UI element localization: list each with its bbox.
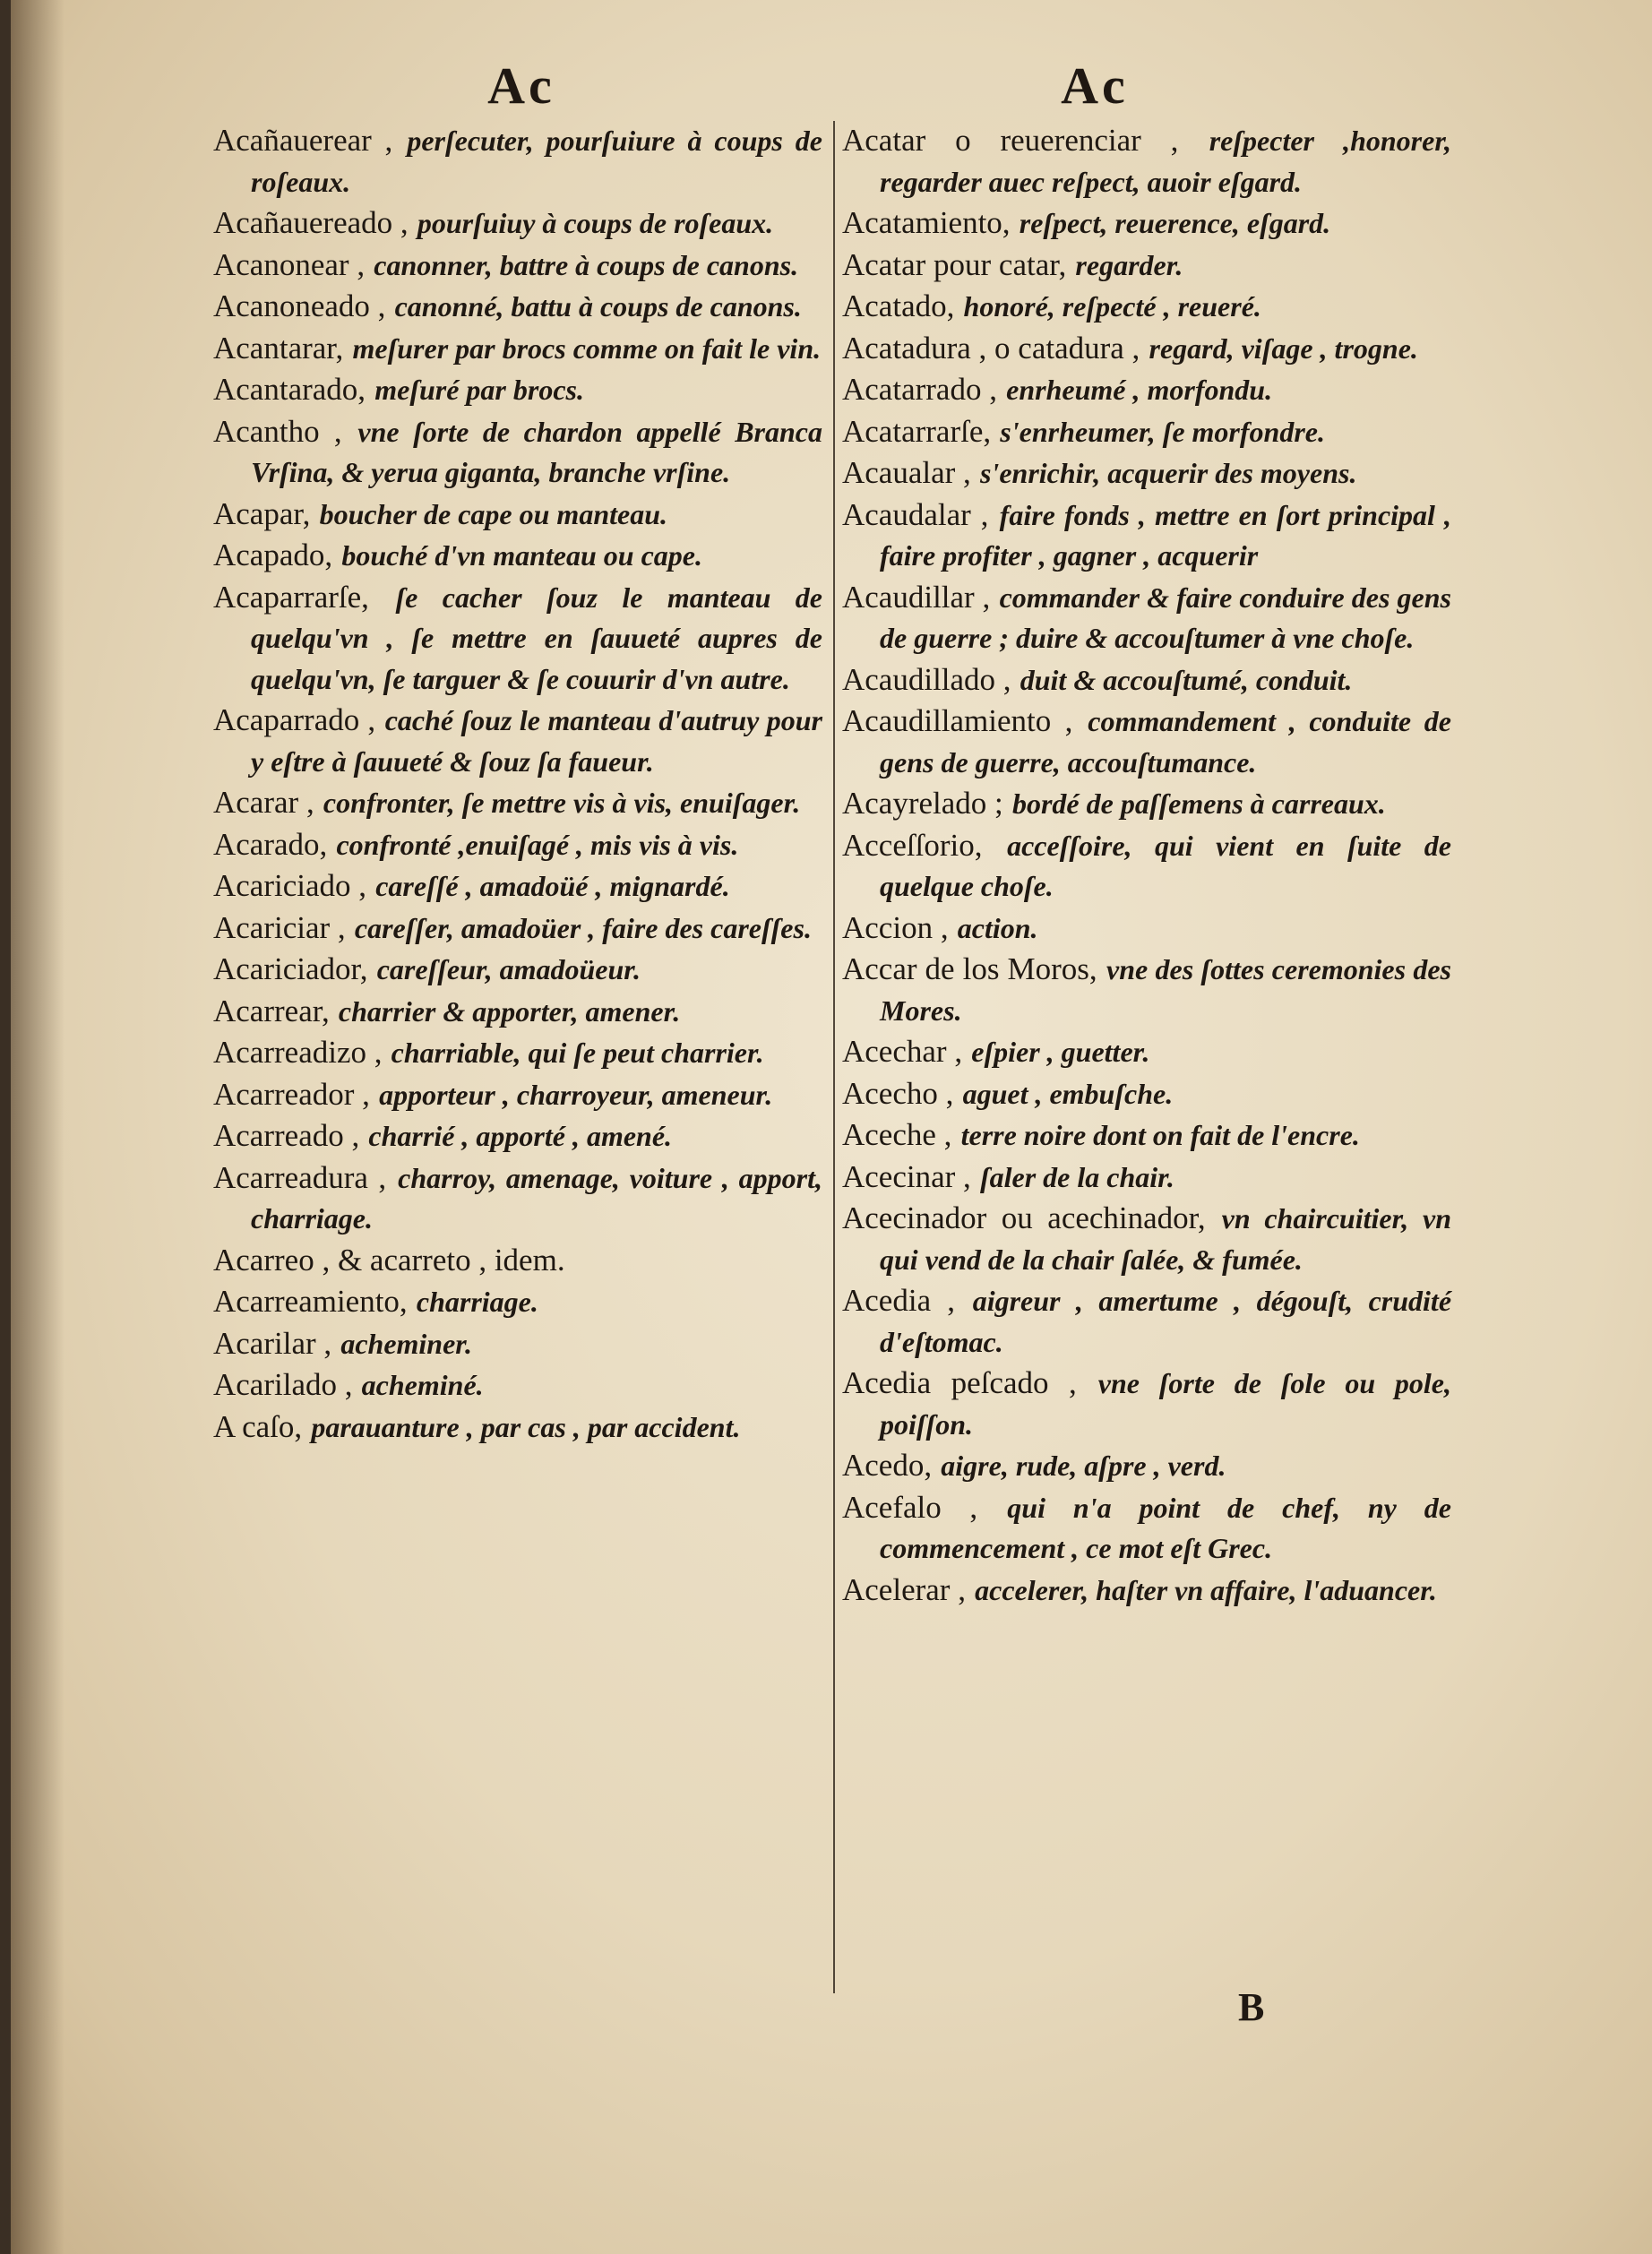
entry-headword: Acantho , xyxy=(213,413,342,449)
entry-definition: ſaler de la chair. xyxy=(979,1160,1174,1193)
entry-headword: Acaparrarſe, xyxy=(213,579,369,615)
entry-definition: s'enrheumer, ſe morfondre. xyxy=(1000,415,1325,448)
entry-definition: charriage. xyxy=(416,1286,538,1318)
entry-definition: accelerer, haſter vn affaire, l'aduancer. xyxy=(975,1573,1437,1606)
entry-definition: vne ſorte de chardon appellé Branca Vrſina, & yerua giganta, branche vrſine. xyxy=(251,415,823,488)
dictionary-page xyxy=(11,0,1652,2254)
entry-headword: Acanonear , xyxy=(213,246,366,282)
entry-headword: Acatarrado , xyxy=(842,372,997,407)
entry-headword: Acantarado, xyxy=(213,372,366,407)
entry-definition: parauanture , par cas , par accident. xyxy=(311,1410,741,1443)
entry-definition: meſurer par brocs comme on fait le vin. xyxy=(352,331,822,365)
entry-headword: Accion , xyxy=(842,909,949,945)
entry-headword: Acañauerear , xyxy=(213,123,393,158)
entry-definition: aguet , embuſche. xyxy=(962,1077,1174,1110)
entry-definition: meſuré par brocs. xyxy=(374,374,584,406)
entry-definition: reſpect, reuerence, eſgard. xyxy=(1019,207,1331,239)
entry-headword: Acarreadura , xyxy=(213,1159,387,1195)
entry-definition: charrié , apporté , amené. xyxy=(368,1120,673,1152)
right-column xyxy=(842,120,1451,1611)
dictionary-entry xyxy=(213,824,822,866)
dictionary-entry xyxy=(842,495,1451,577)
entry-headword: Acechar , xyxy=(842,1034,963,1069)
entry-headword: Acarreadizo , xyxy=(213,1035,383,1070)
entry-definition: vn chaircuitier, vn qui vend de la chair ſalée, & fumée. xyxy=(880,1202,1452,1276)
entry-headword: Acariciado , xyxy=(213,868,367,903)
entry-headword: Acarreamiento, xyxy=(213,1284,408,1319)
entry-headword: Acarilar , xyxy=(213,1325,332,1361)
entry-headword: Acarreo , & acarreto , idem. xyxy=(213,1242,565,1278)
entry-definition: vne ſorte de ſole ou pole, poiſſon. xyxy=(880,1367,1452,1441)
entry-definition: careſſer, amadoüer , faire des careſſes. xyxy=(354,911,812,944)
entry-headword: Acatado, xyxy=(842,288,955,323)
entry-definition: faire fonds , mettre en ſort principal , faire profiter , gagner , acquerir xyxy=(880,498,1452,572)
dictionary-entry xyxy=(842,1280,1451,1363)
dictionary-entry xyxy=(842,369,1451,411)
entry-definition: reſpecter ,honorer, regarder auec reſpect, auoir eſgard. xyxy=(880,125,1452,198)
entry-headword: Acaudalar , xyxy=(842,496,989,532)
dictionary-entry xyxy=(213,865,822,908)
entry-headword: Acarilado , xyxy=(213,1367,353,1402)
dictionary-entry xyxy=(213,1407,822,1449)
dictionary-entry xyxy=(213,411,822,494)
entry-definition: confronté ,enuiſagé , mis vis à vis. xyxy=(336,828,739,861)
dictionary-entry xyxy=(213,1281,822,1323)
dictionary-entry xyxy=(842,1114,1451,1157)
entry-headword: Acaudillado , xyxy=(842,661,1011,697)
dictionary-entry xyxy=(213,120,822,202)
entry-headword: Acedia peſcado , xyxy=(842,1365,1077,1400)
dictionary-entry xyxy=(842,1031,1451,1073)
entry-headword: Acayrelado ; xyxy=(842,786,1003,821)
entry-headword: Acatarrarſe, xyxy=(842,413,992,449)
entry-definition: canonné, battu à coups de canons. xyxy=(394,290,802,323)
entry-definition: canonner, battre à coups de canons. xyxy=(374,248,799,281)
entry-definition: action. xyxy=(957,911,1038,944)
entry-definition: careſſé , amadoüé , mignardé. xyxy=(375,870,730,902)
entry-definition: regard, viſage , trogne. xyxy=(1149,331,1418,365)
dictionary-entry xyxy=(213,577,822,701)
entry-headword: Acarado, xyxy=(213,826,328,862)
dictionary-entry xyxy=(842,120,1451,202)
entry-definition: aigre, rude, aſpre , verd. xyxy=(941,1450,1226,1482)
entry-definition: eſpier , guetter. xyxy=(971,1036,1150,1068)
entry-headword: Acedia , xyxy=(842,1283,956,1318)
dictionary-entry xyxy=(213,494,822,536)
entry-definition: charriable, qui ſe peut charrier. xyxy=(391,1037,764,1069)
entry-headword: Acapado, xyxy=(213,538,333,572)
entry-definition: acceſſoire, qui vient en ſuite de quelque choſe. xyxy=(880,829,1452,902)
running-head-left: Ac xyxy=(487,56,555,115)
dictionary-entry xyxy=(213,782,822,824)
dictionary-entry xyxy=(842,452,1451,495)
dictionary-entry xyxy=(213,202,822,245)
dictionary-entry xyxy=(842,1198,1451,1280)
entry-headword: Acatadura , o catadura , xyxy=(842,330,1140,366)
entry-definition: bouché d'vn manteau ou cape. xyxy=(341,539,702,572)
entry-headword: Acaparrado , xyxy=(213,702,376,737)
entry-definition: honoré, reſpecté , reueré. xyxy=(963,290,1261,323)
dictionary-entry xyxy=(842,1073,1451,1115)
signature-mark: B xyxy=(1238,1985,1265,2029)
entry-headword: Acañauereado , xyxy=(213,205,409,240)
column-divider xyxy=(833,121,835,1993)
dictionary-entry xyxy=(213,1240,822,1282)
entry-headword: Acapar, xyxy=(213,495,311,531)
entry-headword: A caſo, xyxy=(213,1408,303,1444)
dictionary-entry xyxy=(213,700,822,782)
entry-headword: Acecinador ou acechinador, xyxy=(842,1200,1206,1235)
entry-definition: pourſuiuy à coups de roſeaux. xyxy=(417,207,774,239)
dictionary-entry xyxy=(213,245,822,287)
dictionary-entry xyxy=(842,949,1451,1031)
dictionary-entry xyxy=(213,908,822,950)
entry-definition: duit & accouſtumé, conduit. xyxy=(1020,663,1353,696)
entry-headword: Acceſſorio, xyxy=(842,827,983,863)
dictionary-entry xyxy=(842,1570,1451,1612)
entry-headword: Acatar o reuerenciar , xyxy=(842,123,1179,158)
entry-headword: Acarrear, xyxy=(213,993,330,1028)
left-column xyxy=(213,120,822,1448)
entry-headword: Acanoneado , xyxy=(213,288,386,323)
entry-definition: enrheumé , morfondu. xyxy=(1006,374,1273,406)
entry-headword: Acatamiento, xyxy=(842,205,1011,240)
dictionary-entry xyxy=(213,1074,822,1116)
dictionary-entry xyxy=(842,1445,1451,1487)
dictionary-entry xyxy=(842,908,1451,950)
entry-definition: aigreur , amertume , dégouſt, crudité d'eſtomac. xyxy=(880,1285,1452,1358)
dictionary-entry xyxy=(842,577,1451,659)
dictionary-entry xyxy=(842,202,1451,245)
dictionary-entry xyxy=(213,1157,822,1240)
entry-definition: bordé de paſſemens à carreaux. xyxy=(1011,787,1386,820)
entry-definition: confronter, ſe mettre vis à vis, enuiſager. xyxy=(323,787,801,819)
dictionary-entry xyxy=(213,286,822,328)
dictionary-entry xyxy=(213,1323,822,1365)
entry-headword: Aceche , xyxy=(842,1117,952,1152)
dictionary-entry xyxy=(213,369,822,411)
dictionary-entry xyxy=(842,328,1451,370)
dictionary-entry xyxy=(842,286,1451,328)
entry-headword: Acariciar , xyxy=(213,909,346,945)
entry-definition: charroy, amenage, voiture , apport, charriage. xyxy=(251,1161,823,1235)
entry-definition: commander & faire conduire des gens de guerre ; duire & accouſtumer à vne choſe. xyxy=(880,581,1451,654)
dictionary-entry xyxy=(842,825,1451,908)
entry-headword: Acedo, xyxy=(842,1448,933,1483)
entry-definition: ſe cacher ſouz le manteau de quelqu'vn , ſe mettre en ſauueté aupres de quelqu'vn, ſe targuer & ſe couurir d'vn autre. xyxy=(251,581,822,695)
dictionary-entry xyxy=(842,1363,1451,1445)
entry-definition: commandement , conduite de gens de guerre, accouſtumance. xyxy=(880,705,1452,779)
entry-headword: Acaudillar , xyxy=(842,579,991,615)
dictionary-entry xyxy=(842,245,1451,287)
dictionary-entry xyxy=(213,535,822,577)
entry-definition: boucher de cape ou manteau. xyxy=(319,497,667,530)
dictionary-entry xyxy=(842,1157,1451,1199)
dictionary-entry xyxy=(842,1487,1451,1570)
entry-headword: Acefalo , xyxy=(842,1489,978,1525)
entry-headword: Acarreado , xyxy=(213,1118,360,1153)
dictionary-entry xyxy=(213,991,822,1033)
entry-headword: Acecho , xyxy=(842,1075,954,1111)
dictionary-entry xyxy=(842,783,1451,825)
entry-headword: Acecinar , xyxy=(842,1158,971,1194)
entry-headword: Acelerar , xyxy=(842,1571,966,1607)
entry-headword: Acarar , xyxy=(213,785,314,820)
dictionary-entry xyxy=(213,1364,822,1407)
entry-definition: acheminer. xyxy=(340,1327,472,1360)
entry-definition: vne des ſottes ceremonies des Mores. xyxy=(880,953,1452,1027)
entry-headword: Accar de los Moros, xyxy=(842,951,1097,986)
entry-definition: qui n'a point de chef, ny de commencement , ce mot eſt Grec. xyxy=(880,1491,1452,1564)
dictionary-entry xyxy=(213,949,822,991)
running-head-right: Ac xyxy=(1061,56,1129,115)
entry-headword: Acatar pour catar, xyxy=(842,246,1067,282)
dictionary-entry xyxy=(213,328,822,370)
dictionary-entry xyxy=(213,1032,822,1074)
entry-definition: apporteur , charroyeur, ameneur. xyxy=(379,1078,773,1111)
entry-headword: Acariciador, xyxy=(213,951,368,986)
entry-definition: charrier & apporter, amener. xyxy=(338,994,681,1028)
entry-definition: acheminé. xyxy=(361,1369,484,1401)
entry-headword: Acaualar , xyxy=(842,455,971,490)
entry-definition: careſſeur, amadoüeur. xyxy=(376,953,641,985)
entry-headword: Acaudillamiento , xyxy=(842,703,1073,738)
entry-definition: perſecuter, pourſuiure à coups de roſeaux. xyxy=(251,125,822,198)
dictionary-entry xyxy=(842,411,1451,453)
entry-headword: Acarreador , xyxy=(213,1076,370,1112)
entry-definition: caché ſouz le manteau d'autruy pour y eſtre à ſauueté & ſouz ſa faueur. xyxy=(251,704,823,778)
dictionary-entry xyxy=(213,1115,822,1157)
dictionary-entry xyxy=(842,701,1451,783)
entry-definition: terre noire dont on fait de l'encre. xyxy=(960,1119,1360,1151)
binding-shadow xyxy=(11,0,65,2254)
entry-definition: regarder. xyxy=(1075,248,1183,281)
dictionary-entry xyxy=(842,659,1451,701)
entry-headword: Acantarar, xyxy=(213,330,344,366)
entry-definition: s'enrichir, acquerir des moyens. xyxy=(979,457,1357,489)
